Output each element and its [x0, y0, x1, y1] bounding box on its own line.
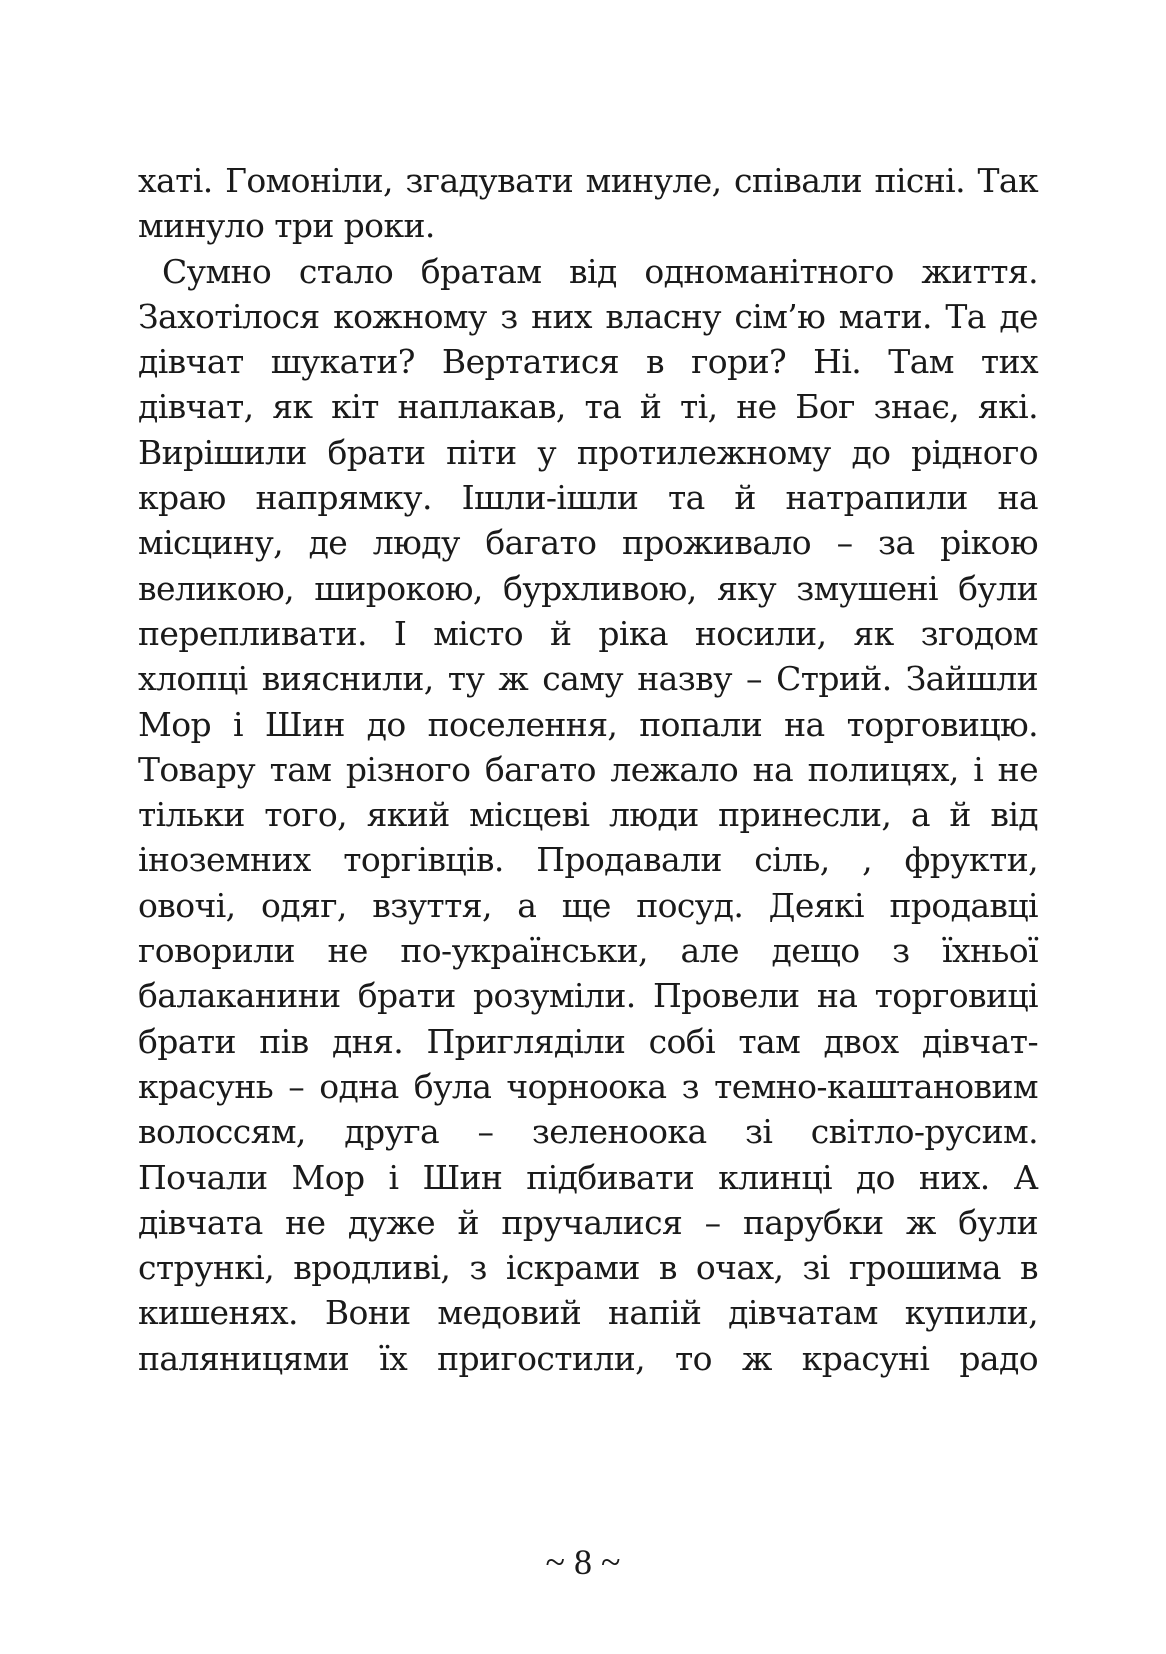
page-number: ~ 8 ~ — [545, 1542, 621, 1582]
text-line: хаті. Гомоніли, згадувати минуле, співали пісні. Так — [138, 161, 1038, 200]
text-line: дівчат, як кіт наплакав, та й ті, не Бог знає, які. — [138, 387, 1038, 427]
text-line: паляницями їх пригостили, то ж красуні радо — [138, 1338, 1038, 1378]
text-line: говорили не по-українськи, але дещо з їхньої — [138, 931, 1038, 971]
text-line: дівчата не дуже й пручалися – парубки ж були — [138, 1202, 1038, 1242]
text-line: хлопці вияснили, ту ж саму назву – Стрий. Зайшли — [138, 659, 1038, 699]
text-line: балаканини брати розуміли. Провели на торговиці — [138, 976, 1038, 1016]
text-line: дівчат шукати? Вертатися в гори? Ні. Там тих — [138, 342, 1038, 382]
text-line: великою, широкою, бурхливою, яку змушені були — [138, 568, 1038, 608]
text-line: кишенях. Вони медовий напій дівчатам купили, — [138, 1293, 1038, 1333]
text-line: волоссям, друга – зеленоока зі світло-русим. — [138, 1112, 1038, 1152]
text-line: красунь – одна була чорноока з темно-каштановим — [138, 1066, 1038, 1106]
text-line: брати пів дня. Пригляділи собі там двох дівчат- — [138, 1021, 1038, 1061]
text-line: Сумно стало братам від одноманітного життя. — [162, 251, 1038, 291]
text-line: Мор і Шин до поселення, попали на торговицю. — [138, 704, 1038, 744]
text-line: перепливати. І місто й ріка носили, як згодом — [138, 613, 1038, 653]
text-line: стрункі, вродливі, з іскрами в очах, зі грошима в — [138, 1248, 1038, 1288]
text-line: Товару там різного багато лежало на полицях, і не — [138, 749, 1038, 789]
text-line: минуло три роки. — [138, 206, 435, 246]
text-line: іноземних торгівців. Продавали сіль, , фрукти, — [138, 840, 1038, 880]
text-line: краю напрямку. Ішли-ішли та й натрапили на — [138, 478, 1038, 518]
text-line: Почали Мор і Шин підбивати клинці до них. А — [138, 1157, 1038, 1197]
text-line: Вирішили брати піти у протилежному до рідного — [138, 432, 1038, 472]
text-line: місцину, де люду багато проживало – за рікою — [138, 523, 1038, 563]
body-text — [138, 158, 1038, 1381]
text-line: овочі, одяг, взуття, а ще посуд. Деякі продавці — [138, 885, 1038, 925]
text-line: тільки того, який місцеві люди принесли, а й від — [138, 795, 1038, 835]
text-line: Захотілося кожному з них власну сім’ю мати. Та де — [138, 296, 1038, 336]
